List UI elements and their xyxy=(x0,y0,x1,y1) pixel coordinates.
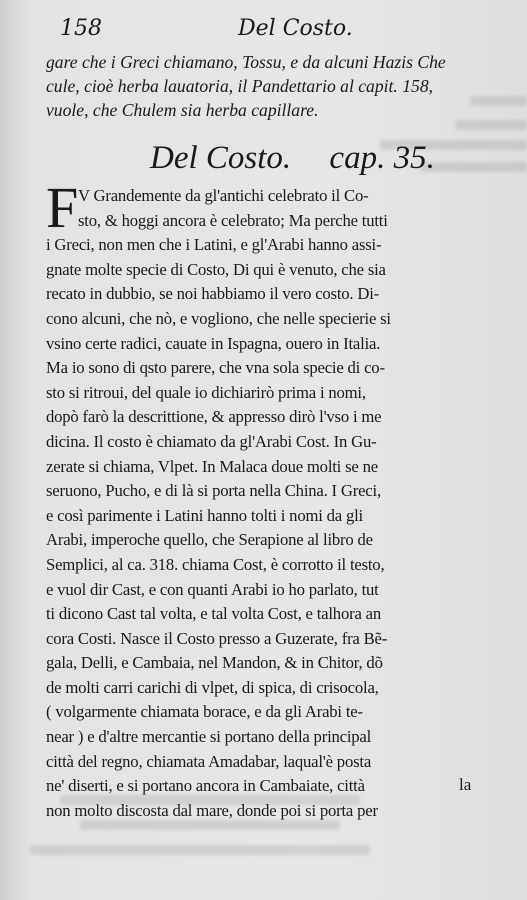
body-line: recato in dubbio, se noi habbiamo il vero costo. Di- xyxy=(46,284,380,304)
body-line: cora Costi. Nasce il Costo presso a Guzerate, fra Bẽ- xyxy=(46,628,388,648)
body-line: ti dicono Cast tal volta, e tal volta Cost, e talhora an xyxy=(46,604,381,624)
body-line: V Grandemente da gl'antichi celebrato il Co- xyxy=(78,186,369,205)
chapter-title: Del Costo. xyxy=(150,140,292,176)
body-line: sto si ritroui, del quale io dichiarirò prima i nomi, xyxy=(46,382,366,402)
body-line: near ) e d'altre mercantie si portano della principal xyxy=(46,727,372,747)
body-line: gnate molte specie di Costo, Di qui è venuto, che sia xyxy=(46,259,386,279)
body-line: dopò farò la descrittione, & appresso dirò l'vso i me xyxy=(46,407,382,427)
body-line: Arabi, imperoche quello, che Serapione al libro de xyxy=(46,530,373,550)
drop-cap: F xyxy=(46,175,79,240)
body-line: non molto discosta dal mare, donde poi si porta per xyxy=(46,800,378,820)
carryover-line: cule, cioè herba lauatoria, il Pandettario al capit. 158, xyxy=(46,76,434,96)
running-title: Del Costo. xyxy=(238,16,353,41)
chapter-body xyxy=(46,175,504,823)
body-line: ( volgarmente chiamata borace, e da gli Arabi te- xyxy=(46,702,363,722)
body-line: seruono, Pucho, e di là si porta nella China. I Greci, xyxy=(46,481,381,501)
catchword: la xyxy=(459,775,472,794)
body-line: zerate si chiama, Vlpet. In Malaca doue molti se ne xyxy=(46,456,378,476)
body-line: cono alcuni, che nò, e vogliono, che nelle specierie si xyxy=(46,308,391,328)
body-line: e così parimente i Latini hanno tolti i nomi da gli xyxy=(46,505,363,525)
chapter-heading xyxy=(150,140,435,177)
body-line: Ma io sono di qsto parere, che vna sola specie di co- xyxy=(46,358,385,378)
body-line: Semplici, al ca. 318. chiama Cost, è corrotto il testo, xyxy=(46,554,385,574)
body-line: città del regno, chiamata Amadabar, laqual'è posta xyxy=(46,751,372,771)
body-line: i Greci, non men che i Latini, e gl'Arabi hanno assi- xyxy=(46,235,382,255)
body-line: dicina. Il costo è chiamato da gl'Arabi Cost. In Gu- xyxy=(46,431,377,451)
page-header xyxy=(40,16,500,50)
carryover-paragraph xyxy=(46,50,501,122)
body-line: vsino certe radici, cauate in Ispagna, ouero in Italia. xyxy=(46,333,381,353)
body-line: gala, Delli, e Cambaia, nel Mandon, & in Chitor, dõ xyxy=(46,653,383,673)
carryover-line: gare che i Greci chiamano, Tossu, e da alcuni Hazis Che xyxy=(46,52,446,72)
body-line: de molti carri carichi di vlpet, di spica, di crisocola, xyxy=(46,677,379,697)
body-line: sto, & hoggi ancora è celebrato; Ma perche tutti xyxy=(78,210,388,230)
carryover-line: vuole, che Chulem sia herba capillare. xyxy=(46,100,319,120)
chapter-number: cap. 35. xyxy=(329,140,435,176)
body-line: ne' diserti, e si portano ancora in Cambaiate, città xyxy=(46,776,365,796)
page-number: 158 xyxy=(60,16,102,41)
body-line: e vuol dir Cast, e con quanti Arabi io ho parlato, tut xyxy=(46,579,379,599)
